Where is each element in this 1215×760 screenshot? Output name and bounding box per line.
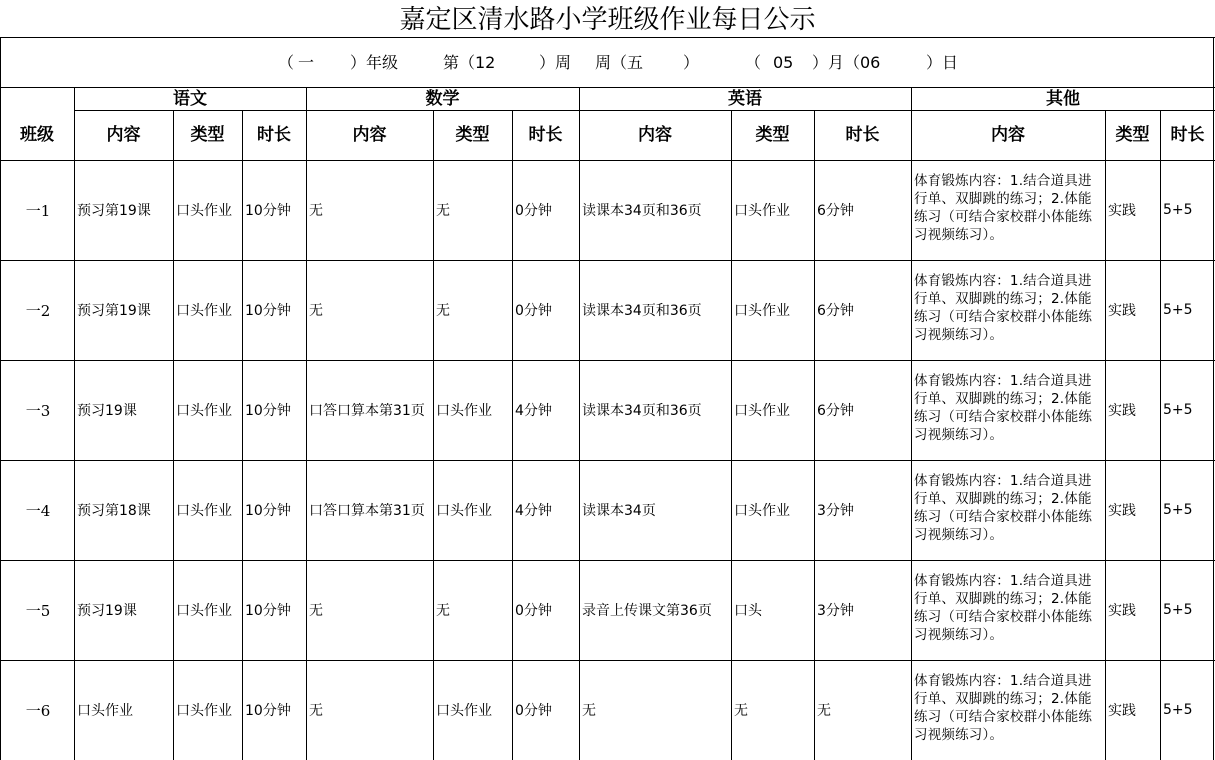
class-cell: 一2 bbox=[25, 301, 51, 320]
math-content-cell: 无 bbox=[309, 703, 323, 719]
math-type-cell: 无 bbox=[436, 603, 450, 619]
math-content-cell: 无 bbox=[309, 303, 323, 319]
chinese-duration-cell: 10分钟 bbox=[245, 603, 291, 619]
english-type-cell: 口头作业 bbox=[734, 403, 790, 419]
english-duration-cell: 6分钟 bbox=[817, 303, 854, 319]
grid-line bbox=[1105, 110, 1106, 760]
math-duration-cell: 0分钟 bbox=[515, 203, 552, 219]
english-content-cell: 读课本34页和36页 bbox=[582, 403, 702, 419]
grid-line bbox=[74, 87, 75, 760]
other-type-cell: 实践 bbox=[1108, 603, 1136, 619]
class-cell: 一5 bbox=[25, 601, 51, 620]
other-content-cell: 体育锻炼内容：1.结合道具进行单、双脚跳的练习；2.体能练习（可结合家校群小体能练习视频练习）。 bbox=[914, 573, 1093, 643]
day-close: ）日 bbox=[926, 53, 959, 72]
math-duration-cell: 4分钟 bbox=[515, 403, 552, 419]
english-type-cell: 口头作业 bbox=[734, 503, 790, 519]
class-cell: 一4 bbox=[25, 501, 51, 520]
english-duration-cell: 3分钟 bbox=[817, 603, 854, 619]
other-type-cell: 实践 bbox=[1108, 303, 1136, 319]
other-content-cell: 体育锻炼内容：1.结合道具进行单、双脚跳的练习；2.体能练习（可结合家校群小体能练习视频练习）。 bbox=[914, 673, 1093, 743]
col-math-content: 内容 bbox=[352, 125, 387, 145]
month-close: ）月（06 bbox=[812, 53, 881, 72]
grid-line bbox=[433, 110, 434, 760]
class-cell: 一1 bbox=[25, 201, 51, 220]
math-content-cell: 口答口算本第31页 bbox=[309, 503, 425, 519]
grid-line bbox=[731, 110, 732, 760]
english-type-cell: 无 bbox=[734, 703, 748, 719]
month-value: 05 bbox=[773, 53, 794, 72]
grid-line bbox=[814, 110, 815, 760]
chinese-type-cell: 口头作业 bbox=[176, 703, 232, 719]
grid-line bbox=[911, 87, 912, 760]
math-content-cell: 无 bbox=[309, 203, 323, 219]
grade-open: （ bbox=[278, 53, 295, 72]
col-chinese-duration: 时长 bbox=[257, 125, 291, 145]
chinese-content-cell: 口头作业 bbox=[77, 703, 133, 719]
col-chinese-type: 类型 bbox=[190, 125, 225, 145]
month-open: （ bbox=[745, 53, 762, 72]
english-duration-cell: 6分钟 bbox=[817, 203, 854, 219]
grid-line bbox=[512, 110, 513, 760]
english-type-cell: 口头作业 bbox=[734, 203, 790, 219]
subject-english: 英语 bbox=[728, 89, 762, 109]
other-content-cell: 体育锻炼内容：1.结合道具进行单、双脚跳的练习；2.体能练习（可结合家校群小体能练习视频练习）。 bbox=[914, 373, 1093, 443]
col-other-duration: 时长 bbox=[1170, 125, 1205, 145]
page-title: 嘉定区清水路小学班级作业每日公示 bbox=[399, 5, 816, 35]
col-class: 班级 bbox=[20, 125, 54, 145]
weekday-close: ） bbox=[683, 53, 700, 72]
chinese-content-cell: 预习第19课 bbox=[77, 303, 151, 319]
other-content-cell: 体育锻炼内容：1.结合道具进行单、双脚跳的练习；2.体能练习（可结合家校群小体能练习视频练习）。 bbox=[914, 273, 1093, 343]
other-type-cell: 实践 bbox=[1108, 403, 1136, 419]
other-duration-cell: 5+5 bbox=[1163, 302, 1193, 318]
math-type-cell: 口头作业 bbox=[436, 403, 492, 419]
math-content-cell: 口答口算本第31页 bbox=[309, 403, 425, 419]
chinese-content-cell: 预习第19课 bbox=[77, 203, 151, 219]
english-content-cell: 读课本34页和36页 bbox=[582, 303, 702, 319]
other-content-cell: 体育锻炼内容：1.结合道具进行单、双脚跳的练习；2.体能练习（可结合家校群小体能练习视频练习）。 bbox=[914, 473, 1093, 543]
math-content-cell: 无 bbox=[309, 603, 323, 619]
chinese-duration-cell: 10分钟 bbox=[245, 403, 291, 419]
other-duration-cell: 5+5 bbox=[1163, 202, 1193, 218]
chinese-content-cell: 预习19课 bbox=[77, 603, 137, 619]
other-duration-cell: 5+5 bbox=[1163, 502, 1193, 518]
english-duration-cell: 6分钟 bbox=[817, 403, 854, 419]
grade-close: ）年级 bbox=[350, 53, 399, 72]
weekday: 周（五 bbox=[595, 53, 644, 72]
grid-line bbox=[0, 37, 1215, 38]
week-open: 第（12 bbox=[443, 53, 496, 72]
chinese-type-cell: 口头作业 bbox=[176, 403, 232, 419]
other-duration-cell: 5+5 bbox=[1163, 702, 1193, 718]
grade-value: 一 bbox=[298, 53, 315, 72]
other-duration-cell: 5+5 bbox=[1163, 402, 1193, 418]
math-duration-cell: 4分钟 bbox=[515, 503, 552, 519]
other-type-cell: 实践 bbox=[1108, 503, 1136, 519]
date-line bbox=[0, 38, 1215, 87]
other-type-cell: 实践 bbox=[1108, 203, 1136, 219]
math-type-cell: 无 bbox=[436, 203, 450, 219]
chinese-duration-cell: 10分钟 bbox=[245, 203, 291, 219]
other-content-cell: 体育锻炼内容：1.结合道具进行单、双脚跳的练习；2.体能练习（可结合家校群小体能练习视频练习）。 bbox=[914, 173, 1093, 243]
subject-other: 其他 bbox=[1046, 89, 1080, 109]
chinese-type-cell: 口头作业 bbox=[176, 603, 232, 619]
class-cell: 一3 bbox=[25, 401, 51, 420]
chinese-duration-cell: 10分钟 bbox=[245, 503, 291, 519]
col-english-content: 内容 bbox=[638, 125, 672, 145]
math-type-cell: 无 bbox=[436, 303, 450, 319]
col-other-type: 类型 bbox=[1115, 125, 1150, 145]
chinese-content-cell: 预习第18课 bbox=[77, 503, 151, 519]
english-content-cell: 读课本34页和36页 bbox=[582, 203, 702, 219]
math-duration-cell: 0分钟 bbox=[515, 303, 552, 319]
english-duration-cell: 无 bbox=[817, 703, 831, 719]
chinese-type-cell: 口头作业 bbox=[176, 203, 232, 219]
chinese-type-cell: 口头作业 bbox=[176, 303, 232, 319]
subject-math: 数学 bbox=[425, 89, 460, 109]
col-english-duration: 时长 bbox=[845, 125, 880, 145]
english-content-cell: 无 bbox=[582, 703, 596, 719]
chinese-duration-cell: 10分钟 bbox=[245, 303, 291, 319]
math-duration-cell: 0分钟 bbox=[515, 603, 552, 619]
subject-chinese: 语文 bbox=[173, 89, 207, 109]
chinese-duration-cell: 10分钟 bbox=[245, 703, 291, 719]
col-english-type: 类型 bbox=[755, 125, 790, 145]
grid-line bbox=[242, 110, 243, 760]
chinese-content-cell: 预习19课 bbox=[77, 403, 137, 419]
grid-line bbox=[579, 87, 580, 760]
english-content-cell: 录音上传课文第36页 bbox=[582, 603, 712, 619]
math-type-cell: 口头作业 bbox=[436, 703, 492, 719]
grid-line bbox=[306, 87, 307, 760]
chinese-type-cell: 口头作业 bbox=[176, 503, 232, 519]
english-type-cell: 口头作业 bbox=[734, 303, 790, 319]
english-duration-cell: 3分钟 bbox=[817, 503, 854, 519]
col-math-type: 类型 bbox=[455, 125, 490, 145]
class-cell: 一6 bbox=[25, 701, 51, 720]
math-duration-cell: 0分钟 bbox=[515, 703, 552, 719]
grid-line bbox=[173, 110, 174, 760]
english-content-cell: 读课本34页 bbox=[582, 503, 656, 519]
other-duration-cell: 5+5 bbox=[1163, 602, 1193, 618]
col-chinese-content: 内容 bbox=[106, 125, 141, 145]
col-other-content: 内容 bbox=[991, 125, 1025, 145]
math-type-cell: 口头作业 bbox=[436, 503, 492, 519]
english-type-cell: 口头 bbox=[734, 603, 762, 619]
grid-line bbox=[1160, 110, 1161, 760]
week-close: ）周 bbox=[539, 53, 572, 72]
other-type-cell: 实践 bbox=[1108, 703, 1136, 719]
col-math-duration: 时长 bbox=[528, 125, 563, 145]
